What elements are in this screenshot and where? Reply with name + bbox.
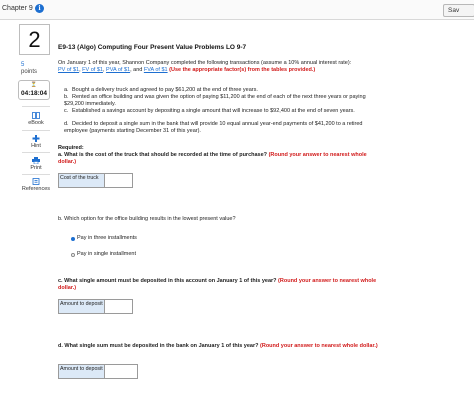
question-a-instruction: (Round your answer to nearest whole dollar.)	[58, 152, 367, 165]
sidebar-item-label: eBook	[28, 120, 44, 126]
option-three-installments[interactable]: Pay in three installments	[77, 235, 137, 241]
list-item	[64, 108, 376, 115]
answer-row-a	[58, 173, 106, 188]
item-marker: b.	[64, 94, 69, 100]
problem-intro	[58, 60, 376, 74]
question-c-instruction: (Round your answer to nearest whole dollar.)	[58, 278, 377, 291]
question-d-text: d. What single sum must be deposited in the bank on January 1 of this year?	[58, 343, 259, 349]
printer-icon	[32, 157, 40, 164]
answer-row-c	[58, 299, 106, 314]
fva-table-link[interactable]: FVA of $1	[143, 67, 168, 74]
book-icon	[32, 112, 40, 119]
pva-table-link[interactable]: PVA of $1	[106, 67, 131, 74]
radio-unselected[interactable]	[71, 253, 75, 257]
question-b	[58, 216, 378, 223]
required-heading: Required:	[58, 145, 84, 151]
factor-instruction: (Use the appropriate factor(s) from the tables provided.)	[169, 67, 316, 74]
sidebar-item-references[interactable]	[18, 178, 54, 192]
question-b-text: b. Which option for the office building results in the lowest present value?	[58, 216, 236, 222]
link-separator: , and	[130, 67, 144, 74]
deposit-d-input[interactable]	[104, 364, 138, 379]
chapter-title: Chapter 9	[2, 5, 33, 12]
timer[interactable]	[18, 80, 50, 100]
question-d-instruction: (Round your answer to nearest whole dollar.)	[260, 343, 378, 349]
sidebar-item-ebook[interactable]	[18, 112, 54, 126]
sidebar-item-print[interactable]	[18, 157, 54, 171]
sidebar-item-label: Hint	[31, 143, 41, 149]
answer-label: Amount to deposit	[59, 365, 105, 378]
divider	[22, 152, 50, 153]
timer-value: 04:18:04	[20, 90, 48, 97]
fv-table-link[interactable]: FV of $1	[82, 67, 103, 74]
list-item	[64, 121, 376, 135]
question-number: 2	[19, 24, 50, 55]
plus-icon	[32, 135, 40, 142]
question-a-text: a. What is the cost of the truck that should be recorded at the time of purchase?	[58, 152, 268, 158]
points-label: points	[21, 69, 38, 75]
hourglass-icon: ⏳	[30, 82, 38, 88]
answer-label: Cost of the truck	[59, 174, 105, 187]
item-text: Decided to deposit a single sum in the bank that will provide 10 equal annual year-end payments of $41,200 to a retired employee (payments starting December 31 of this year).	[64, 121, 363, 134]
item-marker: d.	[64, 121, 69, 127]
pv-table-link[interactable]: PV of $1	[58, 67, 80, 74]
question-d	[58, 343, 378, 350]
save-button[interactable]: Sav	[443, 4, 474, 17]
divider	[22, 130, 50, 131]
item-text: Established a savings account by depositing a single amount that will increase to $92,400 at the end of seven years.	[72, 108, 355, 114]
problem-title: E9-13 (Algo) Computing Four Present Value Problems LO 9-7	[58, 44, 247, 51]
deposit-c-input[interactable]	[104, 299, 133, 314]
item-text: Rented an office building and was given the option of paying $11,200 at the end of each of the next three years or paying $29,200 immediately.	[64, 94, 366, 107]
top-bar	[0, 0, 474, 20]
question-a	[58, 152, 378, 166]
list-item	[64, 87, 376, 94]
divider	[22, 174, 50, 175]
item-text: Bought a delivery truck and agreed to pay $61,200 at the end of three years.	[72, 87, 258, 93]
sidebar-item-label: Print	[30, 165, 42, 171]
sidebar-item-label: References	[21, 186, 51, 192]
divider	[22, 106, 50, 107]
info-icon[interactable]: i	[35, 4, 44, 13]
radio-selected[interactable]	[71, 237, 75, 241]
item-marker: a.	[64, 87, 69, 93]
link-separator: ,	[102, 67, 107, 74]
list-item	[64, 94, 376, 108]
link-separator: ,	[79, 67, 83, 74]
item-marker: c.	[64, 108, 69, 114]
question-c-text: c. What single amount must be deposited in this account on January 1 of this year?	[58, 278, 277, 284]
question-c	[58, 278, 378, 292]
intro-text: On January 1 of this year, Shannon Company completed the following transactions (assume a 10% annual interest rate):	[58, 60, 352, 66]
sidebar-item-hint[interactable]	[18, 135, 54, 149]
truck-cost-input[interactable]	[104, 173, 133, 188]
answer-label: Amount to deposit	[59, 300, 105, 313]
option-single-installment[interactable]: Pay in single installment	[77, 251, 137, 257]
answer-row-d	[58, 364, 106, 379]
points-value: 5	[21, 62, 25, 68]
references-icon	[32, 178, 40, 185]
